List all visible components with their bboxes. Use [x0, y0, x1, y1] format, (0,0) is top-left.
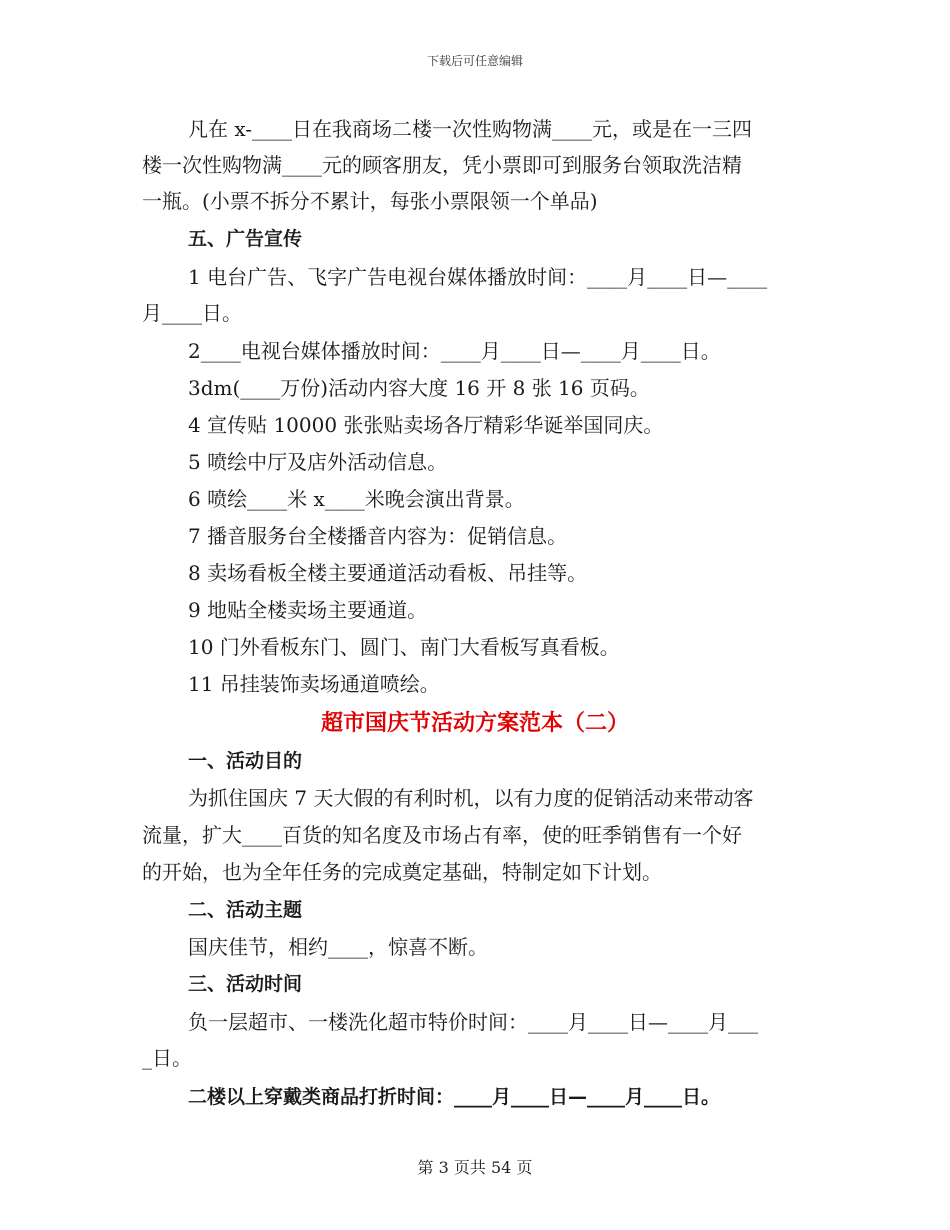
- section-heading: 三、活动时间: [188, 973, 303, 995]
- list-item: 4 宣传贴 10000 张张贴卖场各厅精彩华诞举国同庆。: [188, 413, 664, 437]
- paragraph-line: 负一层超市、一楼洗化超市特价时间：____月____日—____月___: [188, 1010, 758, 1034]
- list-item: 10 门外看板东门、圆门、南门大看板写真看板。: [188, 635, 620, 659]
- list-item: 1 电台广告、飞字广告电视台媒体播放时间：____月____日—____: [188, 265, 768, 289]
- page-header: 下载后可任意编辑: [426, 54, 523, 68]
- list-item: 5 喷绘中厅及店外活动信息。: [188, 450, 448, 474]
- section-heading: 一、活动目的: [188, 750, 303, 772]
- list-item: 9 地贴全楼卖场主要通道。: [188, 598, 428, 622]
- paragraph-line: 一瓶。(小票不拆分不累计，每张小票限领一个单品): [142, 189, 598, 213]
- list-item: 2____电视台媒体播放时间：____月____日—____月____日。: [188, 339, 721, 363]
- list-item-continuation: 月____日。: [142, 301, 242, 325]
- list-item: 6 喷绘____米 x____米晚会演出背景。: [188, 487, 525, 511]
- paragraph-line: 为抓住国庆 7 天大假的有利时机，以有力度的促销活动来带动客: [188, 786, 754, 810]
- paragraph-line: 楼一次性购物满____元的顾客朋友，凭小票即可到服务台领取洗洁精: [142, 153, 742, 177]
- paragraph-line: _日。: [142, 1046, 192, 1070]
- list-item: 3dm(____万份)活动内容大度 16 开 8 张 16 页码。: [188, 376, 650, 400]
- paragraph-line: 国庆佳节，相约____，惊喜不断。: [188, 935, 488, 959]
- page-footer: 第 3 页共 54 页: [417, 1158, 533, 1177]
- section-heading: 二、活动主题: [188, 899, 303, 921]
- paragraph-line: 的开始，也为全年任务的完成奠定基础，特制定如下计划。: [142, 860, 662, 884]
- list-item: 8 卖场看板全楼主要通道活动看板、吊挂等。: [188, 561, 588, 585]
- paragraph-line-bold: 二楼以上穿戴类商品打折时间：____月____日—____月____日。: [188, 1086, 721, 1108]
- paragraph-line: 流量，扩大____百货的知名度及市场占有率，使的旺季销售有一个好: [142, 823, 742, 847]
- list-item: 7 播音服务台全楼播音内容为：促销信息。: [188, 524, 568, 548]
- section-heading: 五、广告宣传: [188, 228, 303, 250]
- paragraph-line: 凡在 x-____日在我商场二楼一次性购物满____元，或是在一三四: [188, 117, 753, 141]
- section-title: 超市国庆节活动方案范本（二）: [320, 711, 629, 736]
- list-item: 11 吊挂装饰卖场通道喷绘。: [188, 672, 440, 696]
